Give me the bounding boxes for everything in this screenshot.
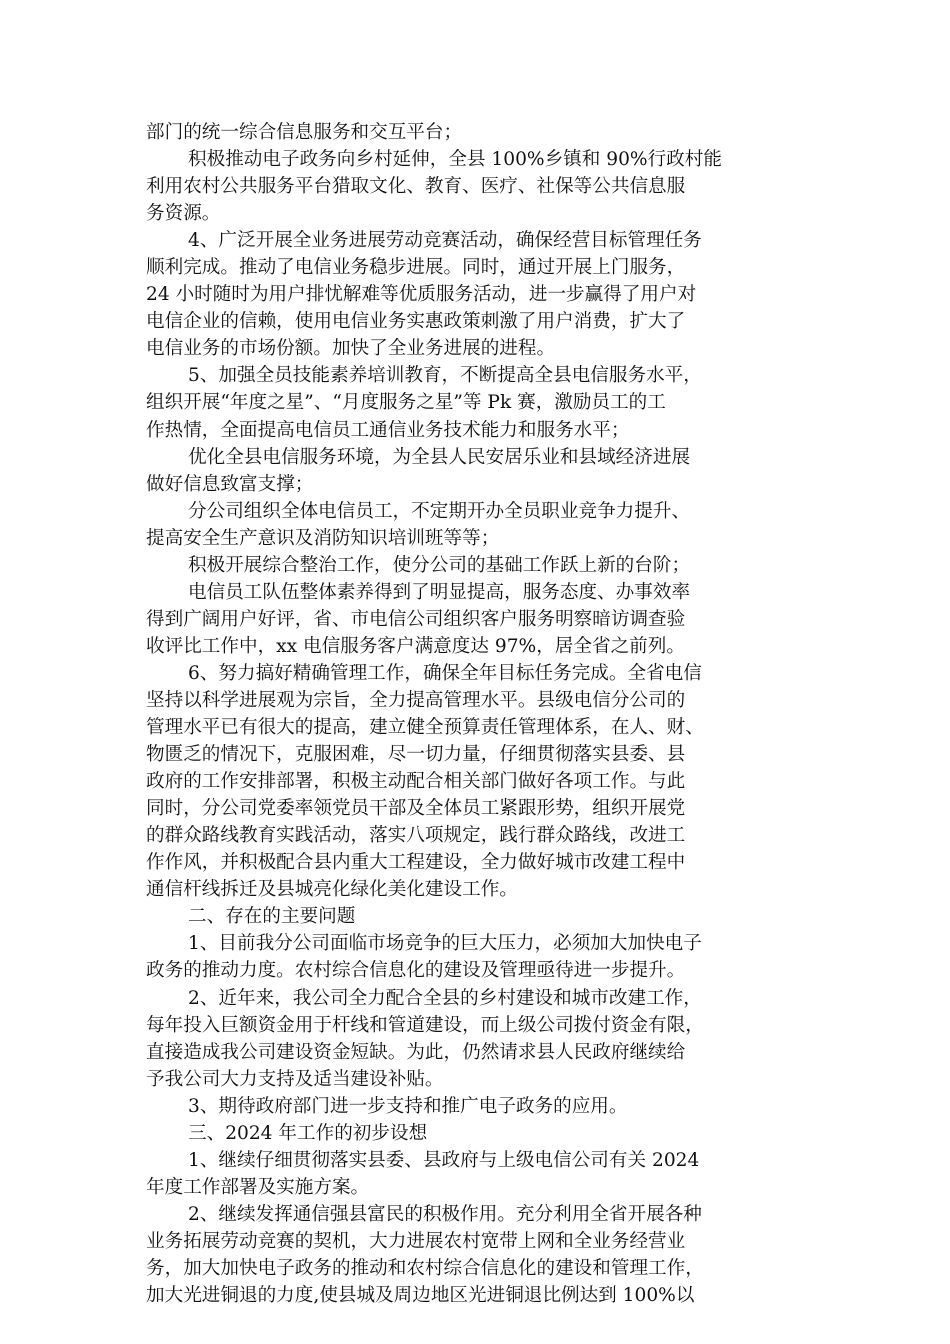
text-line: 予我公司大力支持及适当建设补贴。 (146, 1068, 444, 1090)
text-line: 务资源。 (146, 203, 221, 225)
text-line: 顺利完成。推动了电信业务稳步进展。同时，通过开展上门服务， (146, 257, 686, 279)
text-line: 1、目前我分公司面临市场竞争的巨大压力，必须加大加快电子 (188, 933, 702, 955)
text-line: 政务的推动力度。农村综合信息化的建设及管理亟待进一步提升。 (146, 960, 686, 982)
text-line: 同时，分公司党委率领党员干部及全体员工紧跟形势，组织开展党 (146, 798, 686, 820)
text-line: 积极推动电子政务向乡村延伸，全县 100%乡镇和 90%行政村能 (188, 149, 722, 171)
text-line: 5、加强全员技能素养培训教育，不断提高全县电信服务水平， (188, 365, 702, 387)
text-line: 部门的统一综合信息服务和交互平台； (146, 122, 463, 143)
text-line: 物匮乏的情况下，克服困难，尽一切力量，仔细贯彻落实县委、县 (146, 744, 686, 766)
text-line: 4、广泛开展全业务进展劳动竞赛活动，确保经营目标管理任务 (188, 230, 702, 252)
text-line: 24 小时随时为用户排忧解难等优质服务活动，进一步赢得了用户对 (146, 284, 697, 306)
text-line: 电信企业的信赖，使用电信业务实惠政策刺激了用户消费，扩大了 (146, 311, 686, 333)
text-line: 积极开展综合整治工作，使分公司的基础工作跃上新的台阶； (188, 554, 691, 576)
text-line: 年度工作部署及实施方案。 (146, 1176, 370, 1198)
text-line: 通信杆线拆迁及县城亮化绿化美化建设工作。 (146, 879, 518, 901)
text-line: 组织开展“年度之星”、“月度服务之星”等 Pk 赛，激励员工的工 (146, 392, 666, 414)
text-line: 作热情，全面提高电信员工通信业务技术能力和服务水平； (146, 419, 630, 441)
text-line: 电信员工队伍整体素养得到了明显提高，服务态度、办事效率 (188, 581, 691, 603)
text-line: 2、近年来，我公司全力配合全县的乡村建设和城市改建工作， (188, 987, 702, 1009)
text-line: 6、努力搞好精确管理工作，确保全年目标任务完成。全省电信 (188, 662, 702, 684)
text-line: 2、继续发挥通信强县富民的积极作用。充分利用全省开展各种 (188, 1203, 702, 1225)
text-line: 3、期待政府部门进一步支持和推广电子政务的应用。 (188, 1095, 628, 1117)
text-line: 二、存在的主要问题 (188, 906, 356, 928)
text-line: 业务拓展劳动竞赛的契机，大力进展农村宽带上网和全业务经营业 (146, 1230, 686, 1252)
text-line: 电信业务的市场份额。加快了全业务进展的进程。 (146, 338, 556, 360)
text-line: 坚持以科学进展观为宗旨，全力提高管理水平。县级电信分公司的 (146, 689, 686, 711)
text-line: 加大光进铜退的力度,使县城及周边地区光进铜退比例达到 100%以 (146, 1285, 695, 1307)
text-line: 1、继续仔细贯彻落实县委、县政府与上级电信公司有关 2024 (188, 1149, 700, 1171)
text-line: 收评比工作中，xx 电信服务客户满意度达 97%，居全省之前列。 (146, 635, 685, 657)
text-line: 提高安全生产意识及消防知识培训班等等； (146, 527, 500, 549)
document-page (146, 119, 818, 1309)
text-line: 每年投入巨额资金用于杆线和管道建设，而上级公司拨付资金有限， (146, 1014, 704, 1036)
text-line: 做好信息致富支撑； (146, 473, 314, 495)
text-line: 政府的工作安排部署，积极主动配合相关部门做好各项工作。与此 (146, 771, 686, 793)
text-line: 务，加大加快电子政务的推动和农村综合信息化的建设和管理工作， (146, 1257, 704, 1279)
text-line: 三、2024 年工作的初步设想 (188, 1122, 428, 1144)
text-line: 管理水平已有很大的提高，建立健全预算责任管理体系，在人、财、 (146, 717, 704, 739)
text-line: 直接造成我公司建设资金短缺。为此，仍然请求县人民政府继续给 (146, 1041, 686, 1063)
text-line: 作作风，并积极配合县内重大工程建设，全力做好城市改建工程中 (146, 852, 686, 874)
text-line: 的群众路线教育实践活动，落实八项规定，践行群众路线，改进工 (146, 825, 686, 847)
text-line: 利用农村公共服务平台猎取文化、教育、医疗、社保等公共信息服 (146, 176, 686, 198)
text-line: 优化全县电信服务环境，为全县人民安居乐业和县域经济进展 (188, 446, 691, 468)
text-line: 得到广阔用户好评，省、市电信公司组织客户服务明察暗访调查验 (146, 608, 686, 630)
text-line: 分公司组织全体电信员工，不定期开办全员职业竞争力提升、 (188, 500, 691, 522)
